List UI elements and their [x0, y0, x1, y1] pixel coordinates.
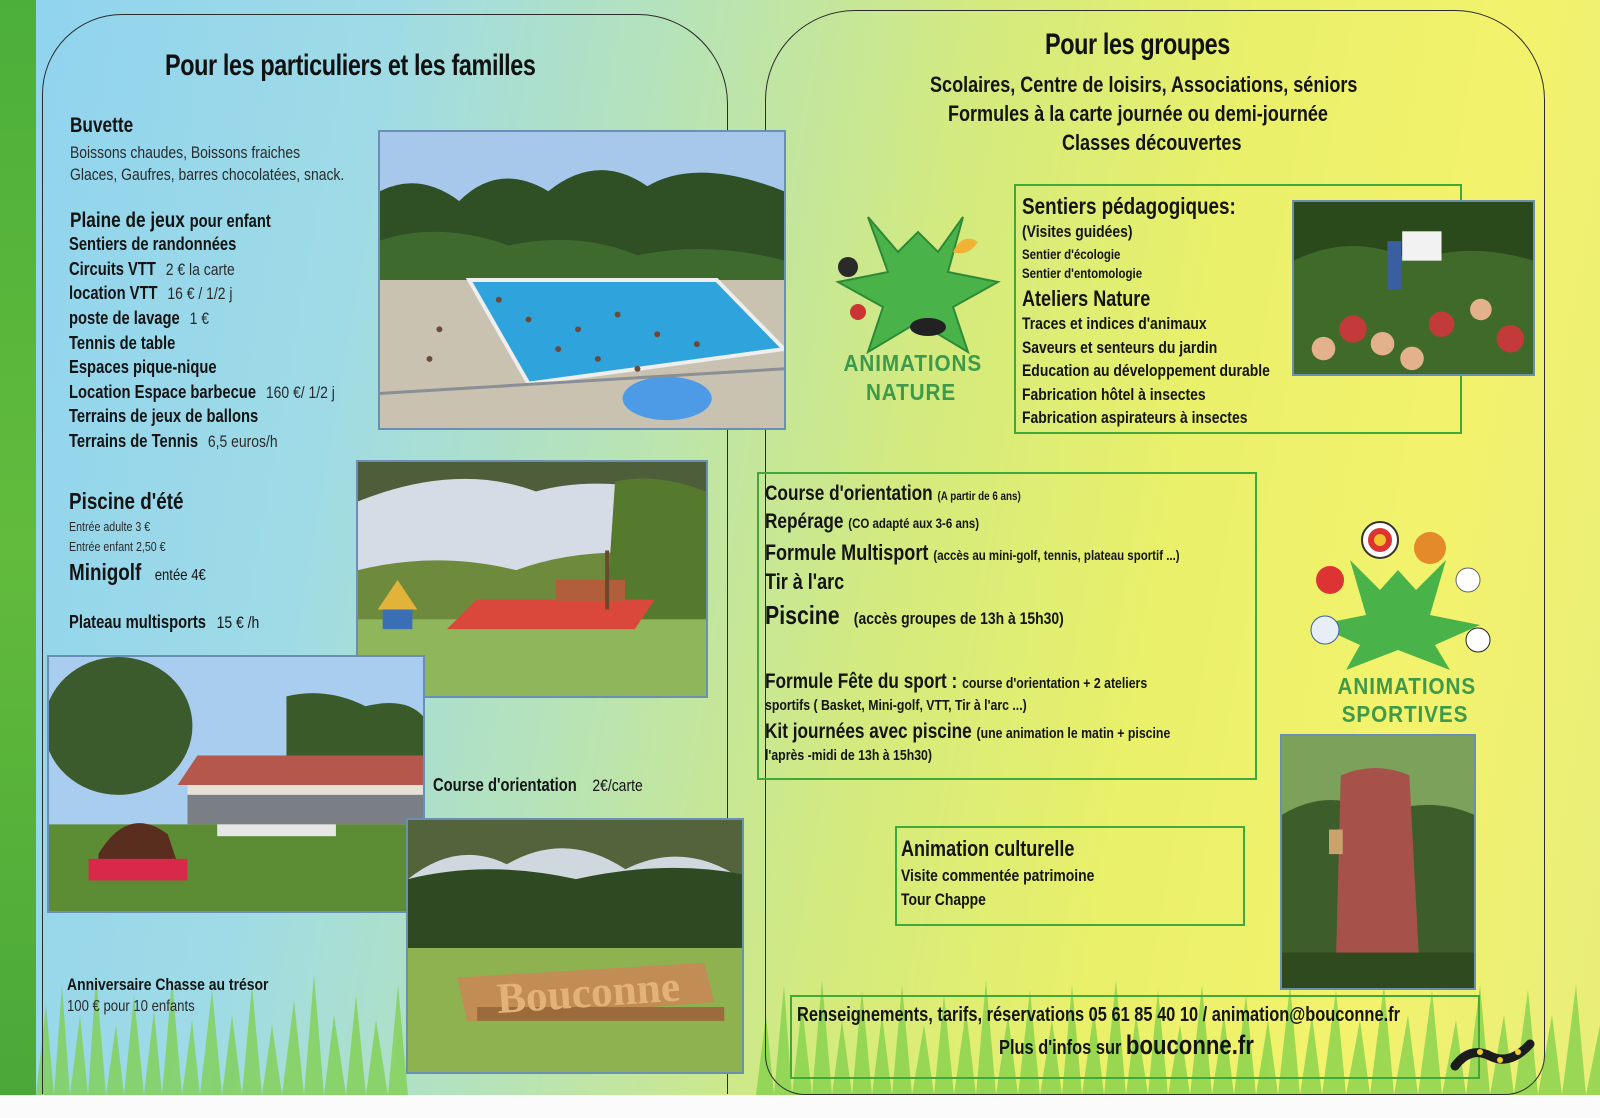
right-subtitle-3: Classes découvertes: [1062, 130, 1242, 155]
minigolf-row: [69, 559, 206, 586]
sport-multisport-note: (accès au mini-golf, tennis, plateau sportif ...): [933, 547, 1180, 563]
activity-item: [69, 333, 175, 354]
sentiers-title: Sentiers pédagogiques:: [1022, 193, 1236, 219]
activity-name: Terrains de Tennis: [69, 431, 199, 451]
culture-line1: Visite commentée patrimoine: [901, 866, 1095, 885]
culture-title: Animation culturelle: [901, 836, 1075, 861]
plateau-price: 15 € /h: [216, 613, 260, 632]
atelier-item: Education au développement durable: [1022, 361, 1270, 380]
activity-item: [69, 283, 233, 304]
sentiers-item-0: (Visites guidées): [1022, 222, 1133, 241]
buvette-photo: [47, 655, 425, 913]
salamander-icon: [1450, 1036, 1536, 1076]
activity-item: [69, 259, 235, 280]
buvette-line2: Glaces, Gaufres, barres chocolatées, snack.: [70, 165, 345, 184]
sport-course-row: [765, 482, 1021, 506]
sport-logo-icon: [1300, 520, 1496, 670]
sport-reperage-row: [765, 510, 979, 534]
left-green-strip: [0, 0, 36, 1095]
sport-fete-row: [765, 670, 1147, 694]
anniversaire-price: 100 € pour 10 enfants: [67, 998, 195, 1015]
piscine-title: Piscine d'été: [69, 488, 184, 514]
piscine-adult: Entrée adulte 3 €: [69, 519, 151, 534]
plaine-title: Plaine de jeux: [70, 209, 185, 232]
piscine-child: Entrée enfant 2,50 €: [69, 539, 166, 554]
sport-reperage-title: Repérage: [765, 510, 844, 533]
sport-fete-note: course d'orientation + 2 ateliers: [962, 675, 1148, 692]
contact-line1: Renseignements, tarifs, réservations 05 61 85 40 10 / animation@bouconne.fr: [797, 1004, 1400, 1026]
activity-price: 160 €/ 1/2 j: [265, 383, 335, 402]
activity-name: Terrains de jeux de ballons: [69, 406, 259, 426]
sport-reperage-note: (CO adapté aux 3-6 ans): [848, 515, 980, 531]
sport-tir-title: Tir à l'arc: [765, 569, 845, 594]
tour-chappe-photo: [1280, 734, 1476, 990]
activity-price: 6,5 euros/h: [207, 432, 278, 451]
sport-kit-title: Kit journées avec piscine: [765, 720, 972, 743]
buvette-title: Buvette: [70, 114, 134, 137]
nature-class-photo: [1292, 200, 1535, 376]
sport-piscine-title: Piscine: [765, 600, 840, 630]
activity-name: Circuits VTT: [69, 259, 156, 279]
contact-line2-row: [999, 1030, 1254, 1061]
buvette-line1: Boissons chaudes, Boissons fraiches: [70, 143, 301, 162]
minigolf-title: Minigolf: [69, 559, 142, 585]
plaine-title-row: [70, 209, 271, 233]
culture-line2: Tour Chappe: [901, 890, 986, 909]
sport-logo-line2: SPORTIVES: [1341, 701, 1469, 727]
atelier-item: Saveurs et senteurs du jardin: [1022, 337, 1218, 357]
activity-name: Location Espace barbecue: [69, 382, 257, 402]
sign-text: Bouconne: [495, 962, 682, 1024]
activity-name: Espaces pique-nique: [69, 357, 217, 377]
sport-piscine-note: (accès groupes de 13h à 15h30): [853, 609, 1064, 628]
activity-name: location VTT: [69, 283, 158, 303]
contact-site: bouconne.fr: [1125, 1030, 1254, 1060]
course-left-row: [433, 775, 643, 796]
pool-photo: [378, 130, 786, 430]
sentiers-item-1: Sentier d'écologie: [1022, 246, 1121, 262]
activity-price: 16 € / 1/2 j: [167, 284, 233, 303]
sentiers-item-2: Sentier d'entomologie: [1022, 265, 1143, 281]
activity-price: 2 € la carte: [165, 260, 235, 279]
activity-name: Tennis de table: [69, 333, 176, 353]
sport-fete-note2: sportifs ( Basket, Mini-golf, VTT, Tir à l'arc ...): [765, 697, 1027, 714]
sport-kit-row: [765, 720, 1170, 744]
activity-item: [69, 431, 278, 452]
sport-course-title: Course d'orientation: [765, 482, 933, 505]
activity-item: [69, 382, 335, 403]
plaine-suffix: pour enfant: [189, 211, 271, 231]
sport-course-note: (A partir de 6 ans): [937, 489, 1021, 503]
course-left-title: Course d'orientation: [433, 775, 577, 795]
anniversaire-title: Anniversaire Chasse au trésor: [67, 975, 269, 994]
plateau-row: [69, 612, 259, 633]
sport-multisport-title: Formule Multisport: [765, 540, 929, 565]
page-bottom-edge: [0, 1095, 1600, 1118]
contact-line2-prefix: Plus d'infos sur: [999, 1037, 1122, 1059]
sport-fete-title: Formule Fête du sport :: [765, 670, 958, 693]
ateliers-title: Ateliers Nature: [1022, 286, 1151, 311]
nature-logo-line1: ANIMATIONS: [843, 350, 983, 376]
bouconne-sign-photo: [406, 818, 744, 1074]
sport-piscine-row: [765, 600, 1064, 631]
right-subtitle-1: Scolaires, Centre de loisirs, Associations, séniors: [930, 72, 1358, 97]
sport-kit-note2: l'après -midi de 13h à 15h30): [765, 747, 932, 764]
plateau-title: Plateau multisports: [69, 612, 206, 632]
activity-item: [69, 234, 236, 255]
atelier-item: Traces et indices d'animaux: [1022, 314, 1207, 333]
atelier-item: Fabrication aspirateurs à insectes: [1022, 408, 1248, 427]
atelier-item: Fabrication hôtel à insectes: [1022, 384, 1206, 404]
sport-logo-line1: ANIMATIONS: [1337, 673, 1477, 699]
nature-logo-line2: NATURE: [865, 379, 957, 405]
activity-name: poste de lavage: [69, 308, 180, 328]
left-title: Pour les particuliers et les familles: [165, 49, 536, 82]
activity-name: Sentiers de randonnées: [69, 234, 237, 254]
minigolf-price: entée 4€: [154, 567, 206, 584]
sport-kit-note: (une animation le matin + piscine: [976, 725, 1171, 742]
activity-item: [69, 308, 209, 329]
right-title: Pour les groupes: [1045, 28, 1230, 61]
activity-price: 1 €: [189, 309, 209, 328]
activity-item: [69, 406, 258, 427]
course-left-price: 2€/carte: [592, 776, 643, 795]
activity-item: [69, 357, 217, 378]
sport-multisport-row: [765, 540, 1180, 566]
nature-logo-icon: [828, 212, 1008, 362]
right-subtitle-2: Formules à la carte journée ou demi-journée: [948, 101, 1328, 126]
